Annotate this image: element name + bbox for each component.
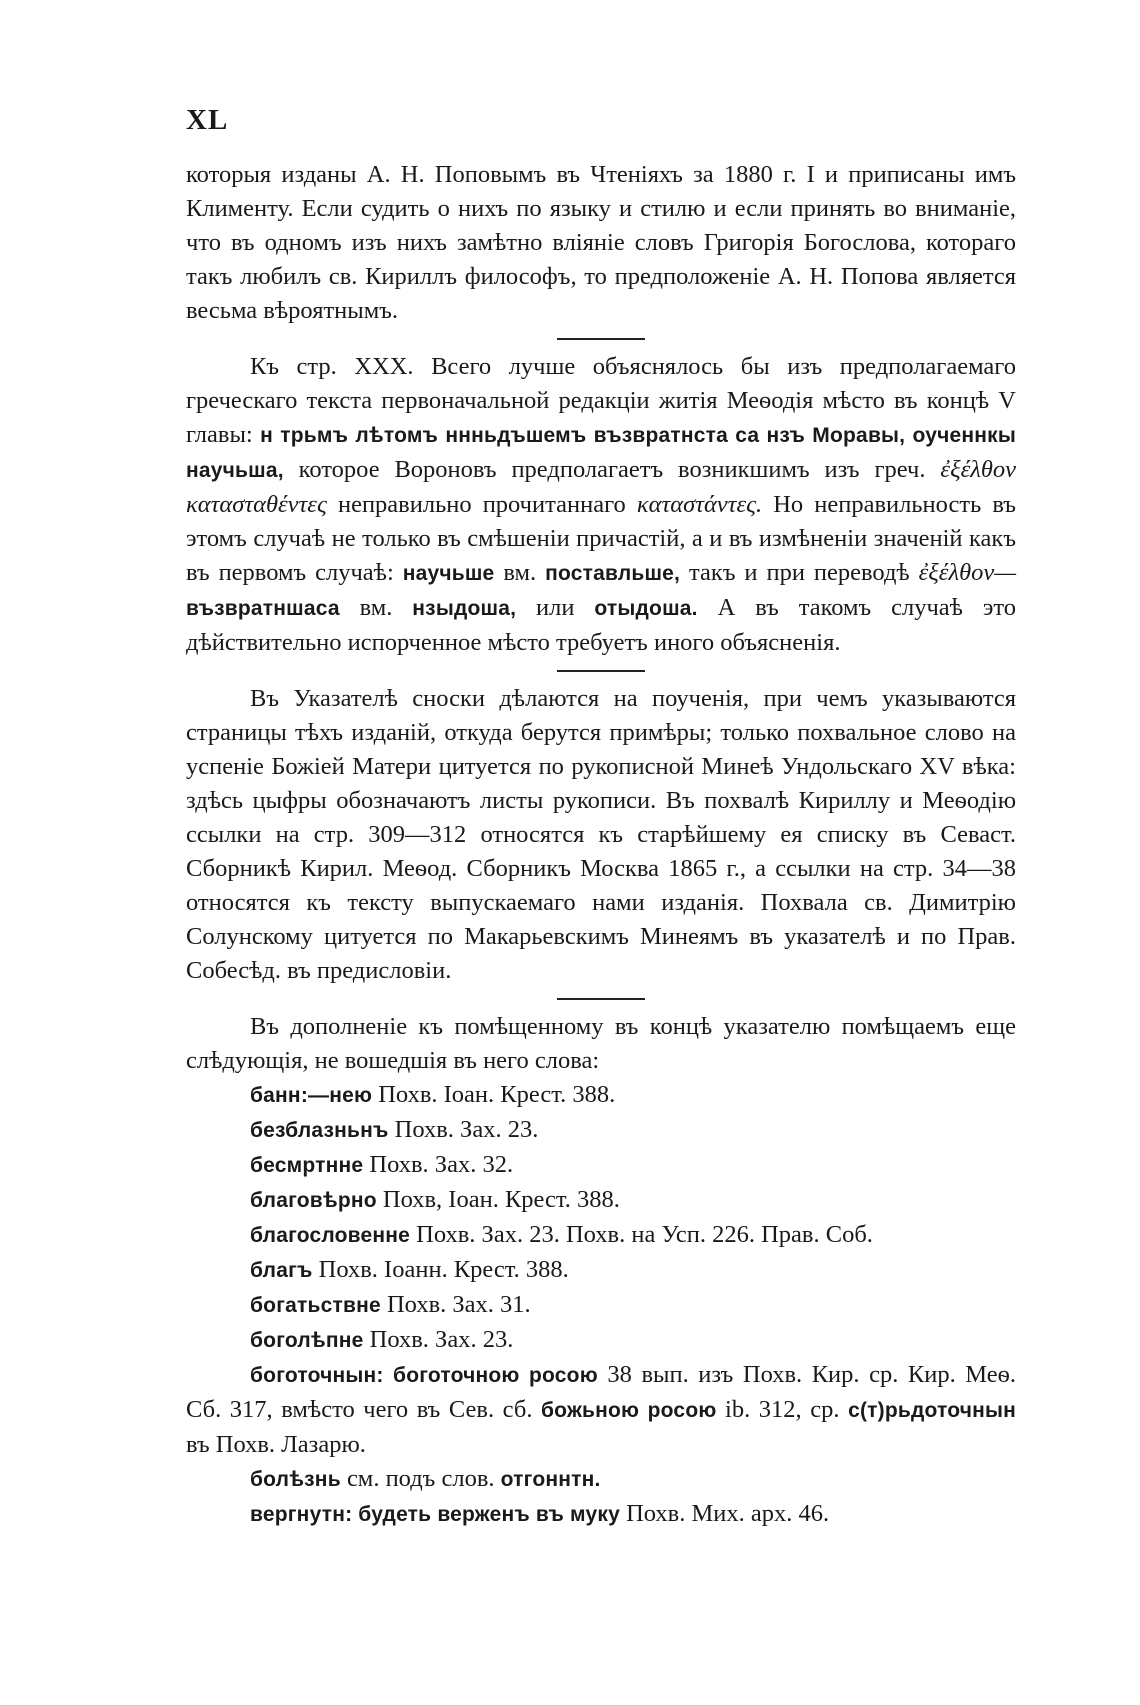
paragraph-1-text: которыя изданы А. Н. Поповымъ въ Чтеніяхъ за 1880 г. I и приписаны имъ Клименту. Если судить о нихъ по языку и стилю и если принять во вниманіе, что въ одномъ изъ нихъ замѣтно вліяніе словъ Григорія Богослова, котораго такъ любилъ св. Кириллъ философъ, то предположеніе А. Н. Попова является весьма вѣроятнымъ. (186, 161, 1016, 324)
glossary-reference: Похв. Мих. арх. 46. (619, 1500, 830, 1527)
p2-text: вм. (339, 594, 413, 621)
section-separator (557, 338, 645, 340)
glossary-reference: Похв, Іоан. Крест. 388. (376, 1186, 620, 1213)
glossary-reference: ib. 312, ср. (716, 1396, 849, 1423)
glossary-reference: Похв. Зах. 23. (363, 1326, 514, 1353)
glossary-reference: Похв. Іоан. Крест. 388. (372, 1081, 616, 1108)
glossary-entry (186, 1323, 1016, 1358)
glossary-reference: Похв. Іоанн. Крест. 388. (312, 1256, 569, 1283)
glossary-entry (186, 1183, 1016, 1218)
glossary-headword: боголѣпне (250, 1329, 364, 1352)
glossary-entry (186, 1288, 1016, 1323)
section-separator (557, 998, 645, 1000)
glossary-headword: благовѣрно (250, 1189, 377, 1212)
glossary-reference: 38 вып. изъ Похв. Кир. ср. Кир. Меѳ. Сб. 317, вмѣсто чего въ Сев. сб. (186, 1361, 1016, 1423)
p2-slavonic-word: възвратншаса (186, 597, 340, 620)
p2-greek-word: ἐξέλθον— (918, 559, 1017, 586)
p2-text: такъ и при переводѣ (680, 559, 919, 586)
p2-slavonic-word: нзыдоша, (412, 597, 517, 620)
section-separator (557, 670, 645, 672)
glossary-headword: бесмртнне (250, 1154, 364, 1177)
p2-greek-phrase: ἐξέλθον κατασταθέντες (186, 456, 1016, 518)
glossary-reference: см. подъ слов. (340, 1465, 501, 1492)
glossary-reference: въ Похв. Лазарю. (186, 1431, 366, 1458)
glossary-list (186, 1078, 1016, 1532)
paragraph-1 (186, 158, 1016, 328)
paragraph-3 (186, 682, 1016, 988)
glossary-reference: Похв. Зах. 32. (363, 1151, 514, 1178)
glossary-reference: Похв. Зах. 23. (388, 1116, 539, 1143)
p2-slavonic-word: научьше (402, 562, 495, 585)
p2-church-slavonic-quote: н трьмъ лѣтомъ ннньдъшемъ възвратнста са нзъ Моравы, оученнкы научьша, (186, 424, 1016, 482)
p2-text: которое Вороновъ предполагаетъ возникшимъ изъ греч. (283, 456, 941, 483)
paragraph-4-text: Въ дополненіе къ помѣщенному въ концѣ указателю помѣщаемъ еще слѣдующія, не вошедшія въ него слова: (186, 1013, 1016, 1074)
glossary-entry (186, 1078, 1016, 1113)
glossary-headword: болѣзнь (250, 1468, 341, 1491)
glossary-headword: боготочнын: (250, 1364, 384, 1387)
glossary-entry (186, 1218, 1016, 1253)
glossary-entry (186, 1497, 1016, 1532)
body-text (186, 158, 1016, 1532)
glossary-headword: вергнутн: будеть верженъ въ муку (250, 1503, 620, 1526)
glossary-entry (186, 1462, 1016, 1497)
glossary-headword: безблазньнъ (250, 1119, 389, 1142)
glossary-entry (186, 1148, 1016, 1183)
glossary-entry (186, 1113, 1016, 1148)
glossary-entry (186, 1358, 1016, 1462)
p2-greek-word: καταστάντες. (636, 491, 763, 518)
glossary-reference: Похв. Зах. 23. Похв. на Усп. 226. Прав. Соб. (410, 1221, 873, 1248)
p2-slavonic-word: отыдоша. (594, 597, 698, 620)
glossary-crossref: отгоннтн. (500, 1468, 601, 1491)
glossary-variant: с(т)рьдоточнын (848, 1399, 1016, 1422)
paragraph-4 (186, 1010, 1016, 1078)
glossary-headword: богатьствне (250, 1294, 381, 1317)
p2-text: вм. (494, 559, 546, 586)
glossary-variant: божьною росою (541, 1399, 717, 1422)
glossary-headword: благъ (250, 1259, 313, 1282)
paragraph-2 (186, 350, 1016, 660)
p2-text: А въ такомъ случаѣ это дѣйствительно испорченное мѣсто требуетъ иного объясненія. (186, 594, 1016, 656)
page-number: XL (186, 104, 229, 136)
p2-text: неправильно прочитаннаго (326, 491, 637, 518)
p2-slavonic-word: поставльше, (545, 562, 681, 585)
p2-text: Къ стр. XXX. Всего лучше объяснялось бы изъ предполагаемаго греческаго текста первоначальной редакціи житія Меѳодія мѣсто въ концѣ V главы: (186, 353, 1016, 448)
glossary-entry (186, 1253, 1016, 1288)
glossary-reference: Похв. Зах. 31. (380, 1291, 531, 1318)
p2-text: Но неправильность въ этомъ случаѣ не только въ смѣшеніи причастій, а и въ измѣненіи значеній какъ въ первомъ случаѣ: (186, 491, 1016, 586)
glossary-headword: благословенне (250, 1224, 411, 1247)
glossary-example: боготочною росою (383, 1364, 598, 1387)
p2-text: или (516, 594, 595, 621)
glossary-headword: банн:—нею (250, 1084, 373, 1107)
paragraph-3-text: Въ Указателѣ сноски дѣлаются на поученія, при чемъ указываются страницы тѣхъ изданій, откуда берутся примѣры; только похвальное слово на успеніе Божіей Матери цитуется по рукописной Минеѣ Ундольскаго XV вѣка: здѣсь цыфры обозначаютъ листы рукописи. Въ похвалѣ Кириллу и Меѳодію ссылки на стр. 309—312 относятся къ старѣйшему ея списку въ Севаст. Сборникѣ Кирил. Меѳод. Сборникъ Москва 1865 г., а ссылки на стр. 34—38 относятся къ тексту выпускаемаго нами изданія. Похвала св. Димитрію Солунскому цитуется по Макарьевскимъ Минеямъ въ указателѣ и по Прав. Собесѣд. въ предисловіи. (186, 685, 1016, 984)
